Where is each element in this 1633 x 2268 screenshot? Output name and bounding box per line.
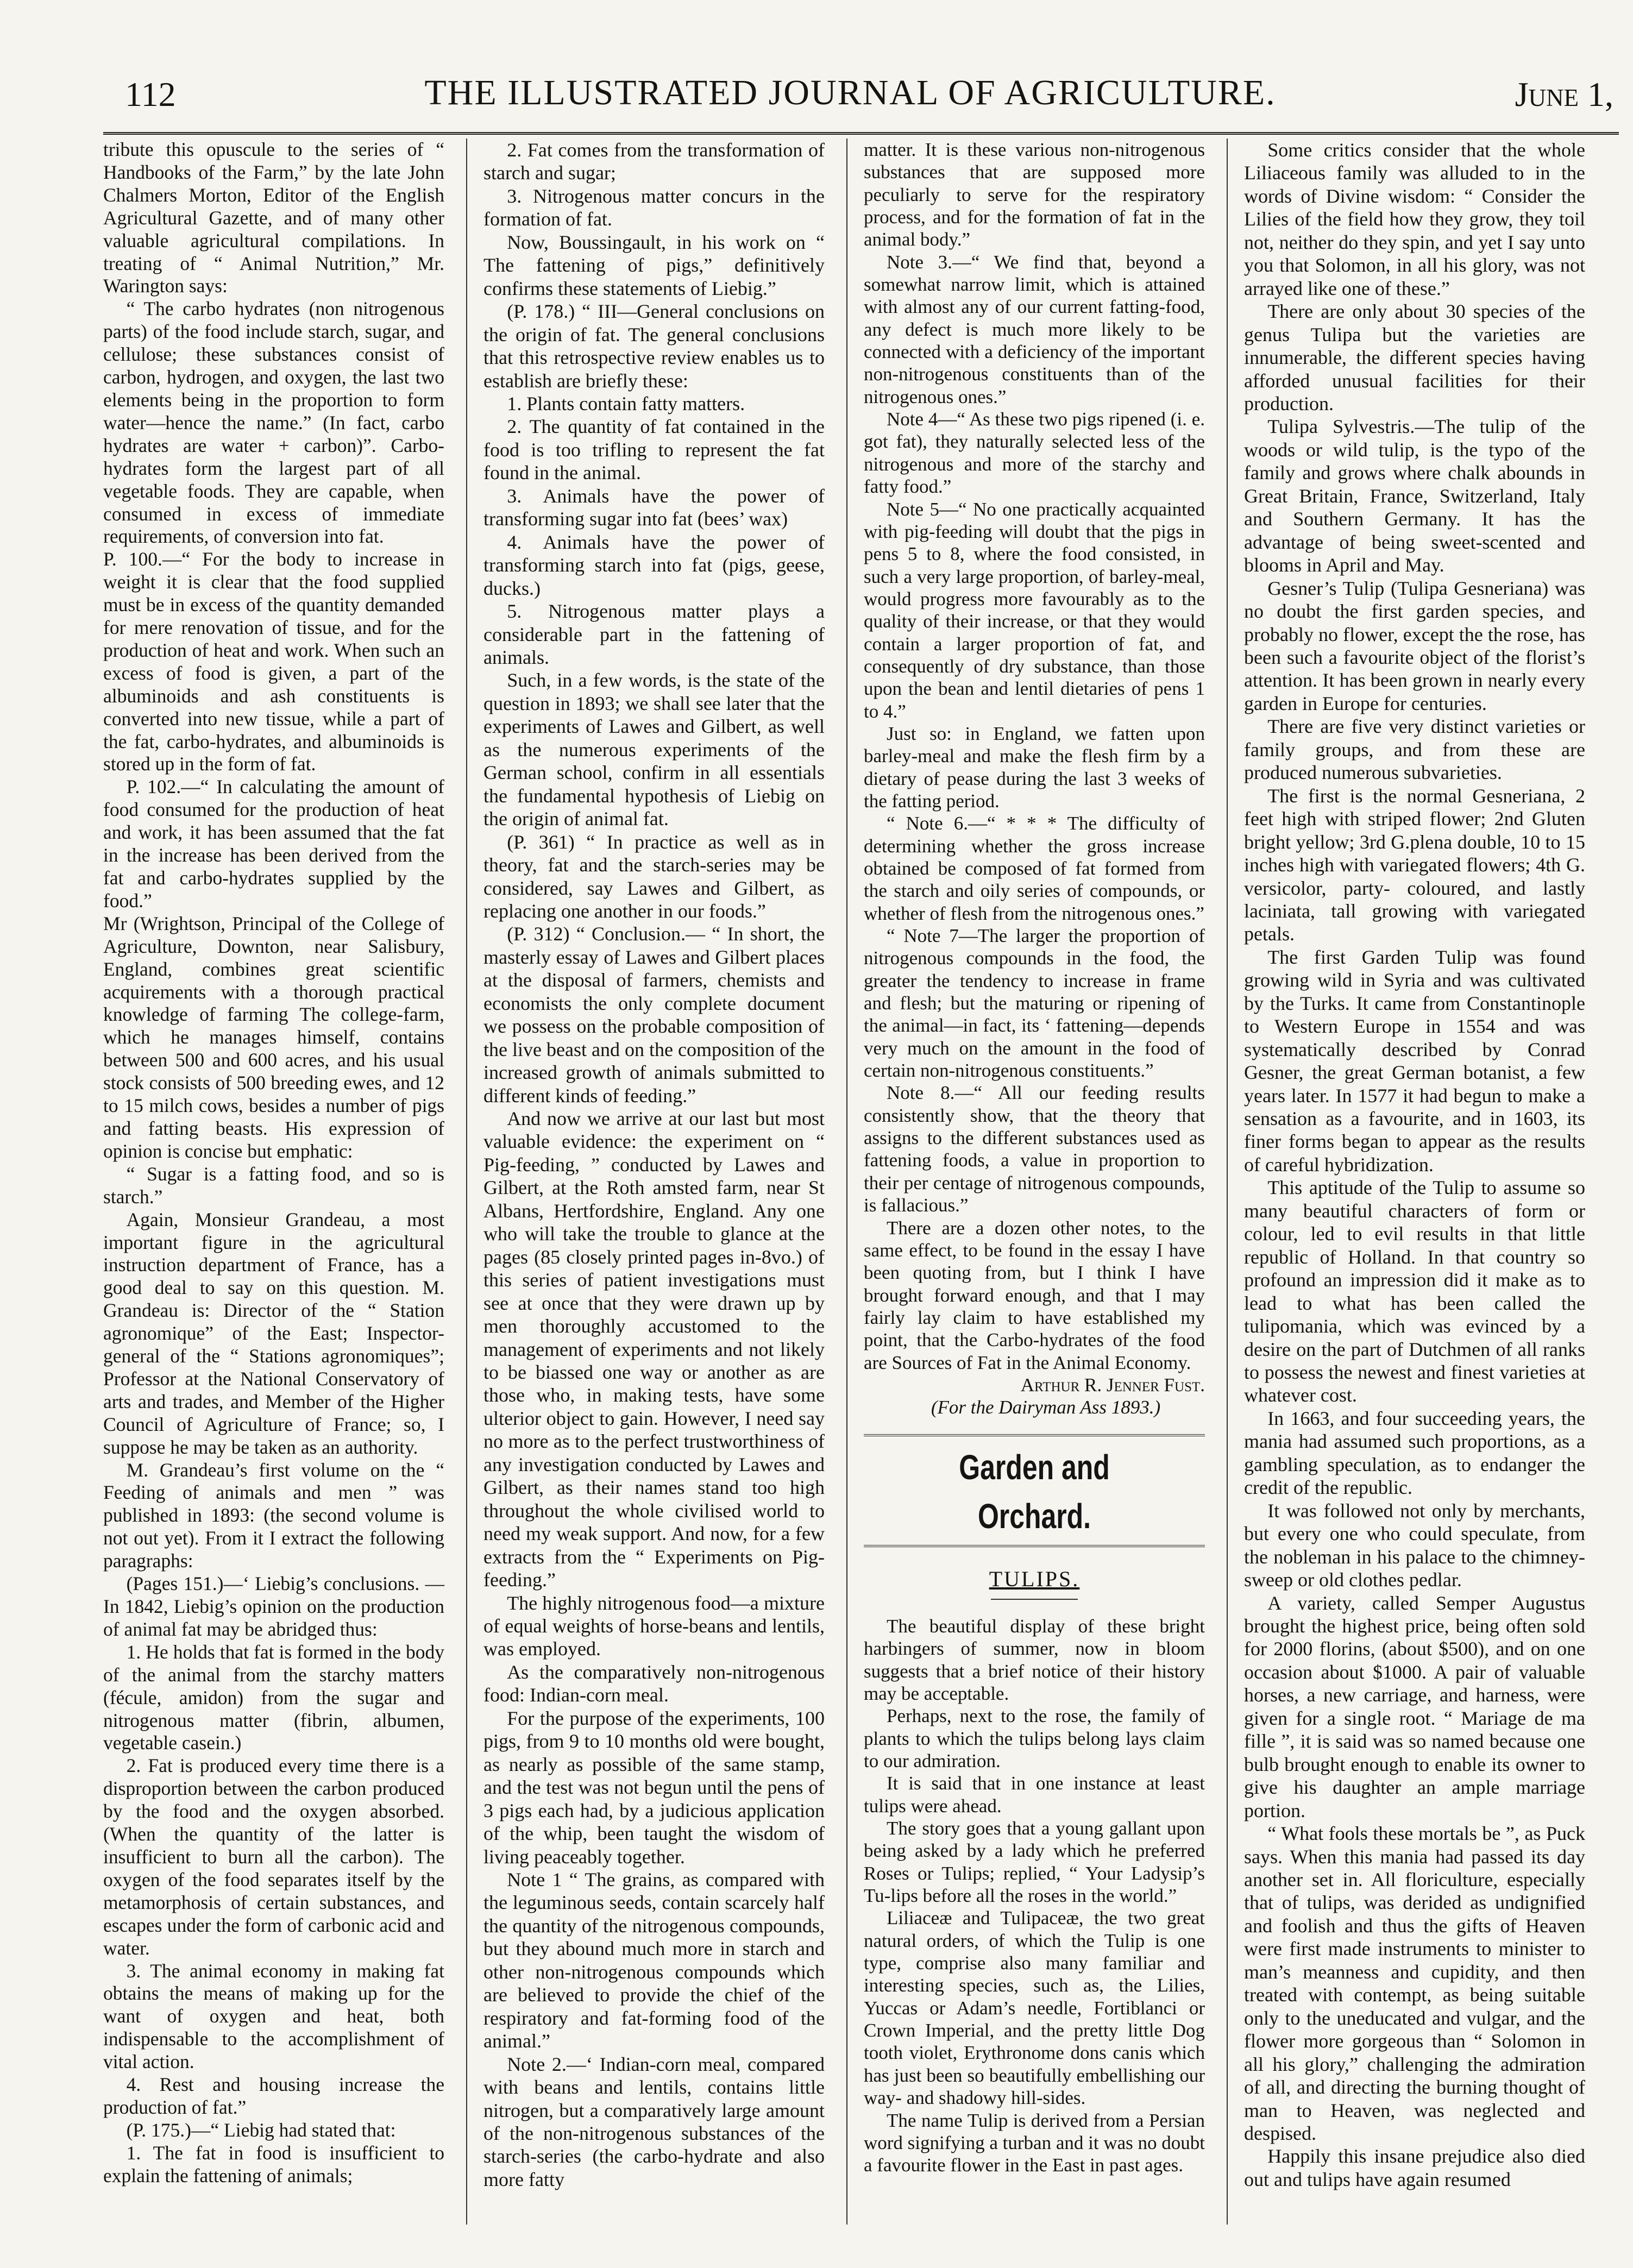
paragraph: 4. Rest and housing increase the production of fat.” — [103, 2074, 444, 2118]
column-divider — [1227, 139, 1228, 2225]
paragraph: Note 5—“ No one practically acquainted with pig-feeding will doubt that the pigs in pens 5 to 8, where the food consisted, in such a very large proportion, of barley-meal, would progress more favourably as to the quality of their increase, or that they would contain a larger proportion of fat, and consequently of dry substance, than those upon the bean and lentil dietaries of pens 1 to 4.” — [864, 498, 1205, 722]
column-3 — [864, 139, 1205, 2177]
paragraph: 4. Animals have the power of transforming starch into fat (pigs, geese, ducks.) — [483, 531, 825, 599]
paragraph: Gesner’s Tulip (Tulipa Gesneriana) was no doubt the first garden species, and probably no flower, except the the rose, has been such a favourite object of the florist’s attention. It has been grown in nearly every garden in Europe for centuries. — [1244, 577, 1585, 714]
paragraph: 1. He holds that fat is formed in the body of the animal from the starchy matters (fécule, amidon) from the sugar and nitrogenous matter (fibrin, albumen, vegetable casein.) — [103, 1641, 444, 1754]
column-2 — [483, 139, 825, 2191]
paragraph: Mr (Wrightson, Principal of the College of Agriculture, Downton, near Salisbury, England, combines great scientific acquirements with a thorough practical knowledge of farming The college-farm, which he manages himself, contains between 500 and 600 acres, and his usual stock consists of 500 breeding ewes, and 12 to 15 milch cows, besides a number of pigs and fatting beasts. His expression of opinion is concise but emphatic: — [103, 912, 444, 1162]
paragraph: And now we arrive at our last but most valuable evidence: the experiment on “ Pig-feeding, ” conducted by Lawes and Gilbert, at the Roth amsted farm, near St Albans, Hertfordshire, England. Any one who will take the trouble to glance at the pages (85 closely printed pages in-8vo.) of this series of patient investigations must see at once that they were drawn up by men thoroughly accustomed to the management of experiments and not likely to be biassed one way or another as are those who, in making tests, have some ulterior object to gain. However, I need say no more as to the perfect trustworthiness of any investigation conducted by Lawes and Gilbert, as their names stand too high throughout the whole civilised world to need my weak support. And now, for a few extracts from the “ Experiments on Pig-feeding.” — [483, 1108, 825, 1591]
paragraph: In 1663, and four succeeding years, the mania had assumed such proportions, as a gambling speculation, as to endanger the credit of the republic. — [1244, 1407, 1585, 1499]
paragraph: This aptitude of the Tulip to assume so many beautiful characters of form or colour, led to evil results in that little republic of Holland. In that country so profound an impression did it make as to lead to what has been called the tulipomania, which was evinced by a desire on the part of Dutchmen of all ranks to possess the newest and finest varieties at whatever cost. — [1244, 1177, 1585, 1406]
column-divider — [846, 139, 847, 2225]
title-rule — [991, 1599, 1078, 1600]
source-credit: (For the Dairyman Ass 1893.) — [931, 1397, 1161, 1418]
paragraph: P. 100.—“ For the body to increase in weight it is clear that the food supplied must be in excess of the quantity demanded for mere renovation of tissue, and for the production of heat and work. When such an excess of food is given, a part of the albuminoids and ash constituents is converted into new tissue, while a part of the fat, carbo-hydrates, and albuminoids is stored up in the form of fat. — [103, 548, 444, 775]
section-rule — [864, 1545, 1205, 1547]
paragraph: 2. Fat is produced every time there is a disproportion between the carbon produced by the food and the oxygen absorbed. (When the quantity of the latter is insufficient to burn all the carbon). The oxygen of the food separates itself by the metamorphosis of certain substances, and escapes under the form of carbonic acid and water. — [103, 1755, 444, 1959]
paragraph: Again, Monsieur Grandeau, a most important figure in the agricultural instruction department of France, has a good deal to say on this question. M. Grandeau is: Director of the “ Station agronomique” of the East; Inspector-general of the “ Stations agronomiques”; Professor at the National Conservatory of arts and trades, and Member of the Higher Council of Agriculture of France; so, I suppose he may be taken as an authority. — [103, 1208, 444, 1458]
paragraph: matter. It is these various non-nitrogenous substances that are supposed more peculiarly to serve for the respiratory process, and for the formation of fat in the animal body.” — [864, 139, 1205, 250]
issue-date: June 1, — [1515, 75, 1613, 114]
author-signature: Arthur R. Jenner Fust. — [1020, 1374, 1205, 1396]
column-1 — [103, 139, 444, 2188]
paragraph: There are only about 30 species of the genus Tulipa but the varieties are innumerable, the different species having afforded unusual facilities for their production. — [1244, 300, 1585, 414]
paragraph: (P. 178.) “ III—General conclusions on the origin of fat. The general conclusions that this retrospective review enables us to establish are briefly these: — [483, 300, 825, 392]
column-divider — [466, 139, 467, 2225]
newspaper-page — [81, 52, 1619, 2241]
paragraph: (P. 361) “ In practice as well as in theory, fat and the starch-series may be considered, say Lawes and Gilbert, as replacing one another in our foods.” — [483, 831, 825, 922]
paragraph: (Pages 151.)—‘ Liebig’s conclusions. —In 1842, Liebig’s opinion on the production of animal fat may be abridged thus: — [103, 1573, 444, 1640]
section-rule — [864, 1434, 1205, 1436]
paragraph: Note 2.—‘ Indian-corn meal, compared with beans and lentils, contains little nitrogen, but a comparatively large amount of the non-nitrogenous substances of the starch-series (the carbo-hydrate and also more fatty — [483, 2053, 825, 2190]
paragraph: “ Sugar is a fatting food, and so is starch.” — [103, 1163, 444, 1208]
paragraph: 2. Fat comes from the transformation of starch and sugar; — [483, 139, 825, 184]
paragraph: M. Grandeau’s first volume on the “ Feeding of animals and men ” was published in 1893: (the second volume is not out yet). From it I extract the following paragraphs: — [103, 1459, 444, 1572]
page-header — [81, 62, 1619, 122]
paragraph: P. 102.—“ In calculating the amount of food consumed for the production of heat and work, it has been assumed that the fat in the increase has been derived from the fat and carbo-hydrates supplied by the food.” — [103, 776, 444, 912]
paragraph: Happily this insane prejudice also died out and tulips have again resumed — [1244, 2145, 1585, 2190]
paragraph: 5. Nitrogenous matter plays a considerable part in the fattening of animals. — [483, 600, 825, 668]
paragraph: Such, in a few words, is the state of the question in 1893; we shall see later that the experiments of Lawes and Gilbert, as well as the numerous experiments of the German school, confirm in all essentials the fundamental hypothesis of Liebig on the origin of animal fat. — [483, 669, 825, 830]
paragraph: Note 4—“ As these two pigs ripened (i. e. got fat), they naturally selected less of the nitrogenous and more of the starchy and fatty food.” — [864, 409, 1205, 498]
column-4 — [1244, 139, 1585, 2191]
paragraph: 1. Plants contain fatty matters. — [507, 392, 745, 414]
paragraph: Just so: in England, we fatten upon barley-meal and make the flesh firm by a dietary of pease during the last 3 weeks of the fatting period. — [864, 723, 1205, 812]
paragraph: Note 3.—“ We find that, beyond a somewhat narrow limit, which is attained with almost any of our current fatting-food, any defect is much more likely to be connected with a deficiency of the important non-nitrogenous constituents than of the nitrogenous ones.” — [864, 251, 1205, 407]
page-number: 112 — [125, 75, 176, 114]
paragraph: Now, Boussingault, in his work on “ The fattening of pigs,” definitively confirms these statements of Liebig.” — [483, 231, 825, 299]
paragraph: 3. Nitrogenous matter concurs in the formation of fat. — [483, 185, 825, 230]
paragraph: Some critics consider that the whole Liliaceous family was alluded to in the words of Divine wisdom: “ Consider the Lilies of the field how they grow, they toil not, neither do they spin, and yet I say unto you that Solomon, in all his glory, was not arrayed like one of these.” — [1244, 139, 1585, 299]
paragraph: Tulipa Sylvestris.—The tulip of the woods or wild tulip, is the typo of the family and grows where chalk abounds in Great Britain, France, Switzerland, Italy and Southern Germany. It has the advantage of being sweet-scented and blooms in April and May. — [1244, 416, 1585, 576]
paragraph: The beautiful display of these bright harbingers of summer, now in bloom suggests that a brief notice of their history may be acceptable. — [864, 1615, 1205, 1704]
paragraph: 2. The quantity of fat contained in the food is too trifling to represent the fat found in the animal. — [483, 416, 825, 484]
paragraph: “ Note 6.—“ * * * The difficulty of determining whether the gross increase obtained be composed of fat formed from the starch and oily series of compounds, or whether of flesh from the nitrogenous ones.” — [864, 813, 1205, 924]
section-heading: Garden and Orchard. — [959, 1447, 1110, 1536]
paragraph: “ Note 7—The larger the proportion of nitrogenous compounds in the food, the greater the tendency to increase in frame and flesh; but the maturing or ripening of the animal—in fact, its ‘ fattening—depends very much on the amount in the food of certain non-nitrogenous constituents.” — [864, 925, 1205, 1082]
paragraph: “ The carbo hydrates (non nitrogenous parts) of the food include starch, sugar, and cellulose; these substances consist of carbon, hydrogen, and oxygen, the last two elements being in the proportion to form water—hence the name.” (In fact, carbo hydrates are water + carbon)”. Carbo-hydrates form the largest part of all vegetable foods. They are capable, when consumed in excess of immediate requirements, of conversion into fat. — [103, 298, 444, 548]
paragraph: There are a dozen other notes, to the same effect, to be found in the essay I have been quoting from, but I think I have brought forward enough, and that I may fairly lay claim to have established my point, that the Carbo-hydrates of the food are Sources of Fat in the Animal Economy. — [864, 1217, 1205, 1373]
paragraph: For the purpose of the experiments, 100 pigs, from 9 to 10 months old were bought, as nearly as possible of the same stamp, and the test was not begun until the pens of 3 pigs each had, by a judicious application of the whip, been taught the wisdom of living peaceably together. — [483, 1707, 825, 1868]
paragraph: The highly nitrogenous food—a mixture of equal weights of horse-beans and lentils, was employed. — [483, 1592, 825, 1660]
paragraph: There are five very distinct varieties or family groups, and from these are produced numerous subvarieties. — [1244, 715, 1585, 784]
paragraph: As the comparatively non-nitrogenous food: Indian-corn meal. — [483, 1661, 825, 1706]
journal-title: THE ILLUSTRATED JOURNAL OF AGRICULTURE. — [424, 73, 1276, 112]
paragraph: It was followed not only by merchants, but every one who could speculate, from the nobleman in his palace to the chimney-sweep or old clothes pedlar. — [1244, 1499, 1585, 1591]
paragraph: The first is the normal Gesneriana, 2 feet high with striped flower; 2nd Gluten bright yellow; 3rd G.plena double, 10 to 15 inches high with variegated flowers; 4th G. versicolor, party- coloured, and lastly laciniata, tall growing with variegated petals. — [1244, 784, 1585, 945]
paragraph: The name Tulip is derived from a Persian word signifying a turban and it was no doubt a favourite flower in the East in past ages. — [864, 2109, 1205, 2176]
paragraph: 3. Animals have the power of transforming sugar into fat (bees’ wax) — [483, 485, 825, 530]
paragraph: (P. 312) “ Conclusion.— “ In short, the masterly essay of Lawes and Gilbert places at the disposal of farmers, chemists and economists the only complete document we possess on the probable composition of the live beast and on the composition of the increased growth of animals submitted to different kinds of feeding.” — [483, 923, 825, 1107]
paragraph: The first Garden Tulip was found growing wild in Syria and was cultivated by the Turks. It came from Constantinople to Western Europe in 1554 and was systematically described by Conrad Gesner, the great German botanist, a few years later. In 1577 it had begun to make a sensation as a favourite, and in 1603, its finer forms began to appear as the results of careful hybridization. — [1244, 946, 1585, 1176]
header-rule — [103, 132, 1619, 137]
paragraph: Note 8.—“ All our feeding results consistently show, that the theory that assigns to the different substances used as fattening foods, a value in proportion to their per centage of nitrogenous compounds, is fallacious.” — [864, 1082, 1205, 1216]
paragraph: Perhaps, next to the rose, the family of plants to which the tulips belong lays claim to our admiration. — [864, 1705, 1205, 1771]
paragraph: “ What fools these mortals be ”, as Puck says. When this mania had passed its day another set in. All floriculture, especially that of tulips, was derided as undignified and foolish and thus the gifts of Heaven were first made instruments to minister to man’s meanness and cupidity, and then treated with contempt, as being suitable only to the uneducated and vulgar, and the flower more gorgeous than “ Solomon in all his glory,” challenging the admiration of all, and directing the burning thought of man to Heaven, was neglected and despised. — [1244, 1823, 1585, 2144]
paragraph: 1. The fat in food is insufficient to explain the fattening of animals; — [103, 2141, 444, 2187]
paragraph: A variety, called Semper Augustus brought the highest price, being often sold for 2000 florins, (about $500), and on one occasion about $1000. A pair of valuable horses, a new carriage, and harness, were given for a single root. “ Mariage de ma fille ”, it is said was so named because one bulb brought enough to enable its owner to give his daughter an ample marriage portion. — [1244, 1592, 1585, 1821]
paragraph: 3. The animal economy in making fat obtains the means of making up for the want of oxygen and heat, both indispensable to the accomplishment of vital action. — [103, 1959, 444, 2073]
paragraph: tribute this opuscule to the series of “ Handbooks of the Farm,” by the late John Chalmers Morton, Editor of the English Agricultural Gazette, and of many other valuable agricultural compilations. In treating of “ Animal Nutrition,” Mr. Warington says: — [103, 139, 444, 297]
paragraph: Liliaceæ and Tulipaceæ, the two great natural orders, of which the Tulip is one type, comprise also many familiar and interesting species, such as, the Lilies, Yuccas or Adam’s needle, Fortiblanci or Crown Imperial, and the pretty little Dog tooth violet, Erythronome dons canis which has just been so beautifully embellishing our way- and shadowy hill-sides. — [864, 1907, 1205, 2109]
paragraph: (P. 175.)—“ Liebig had stated that: — [126, 2119, 396, 2141]
paragraph: The story goes that a young gallant upon being asked by a lady which he preferred Roses or Tulips; replied, “ Your Ladysip’s Tu-lips before all the roses in the world.” — [864, 1818, 1205, 1907]
paragraph: It is said that in one instance at least tulips were ahead. — [864, 1773, 1205, 1817]
paragraph: Note 1 “ The grains, as compared with the leguminous seeds, contain scarcely half the quantity of the nitrogenous compounds, but they abound much more in starch and other non-nitrogenous compounds which are believed to provide the chief of the respiratory and fat-forming food of the animal.” — [483, 1868, 825, 2052]
article-title: TULIPS. — [989, 1566, 1080, 1591]
